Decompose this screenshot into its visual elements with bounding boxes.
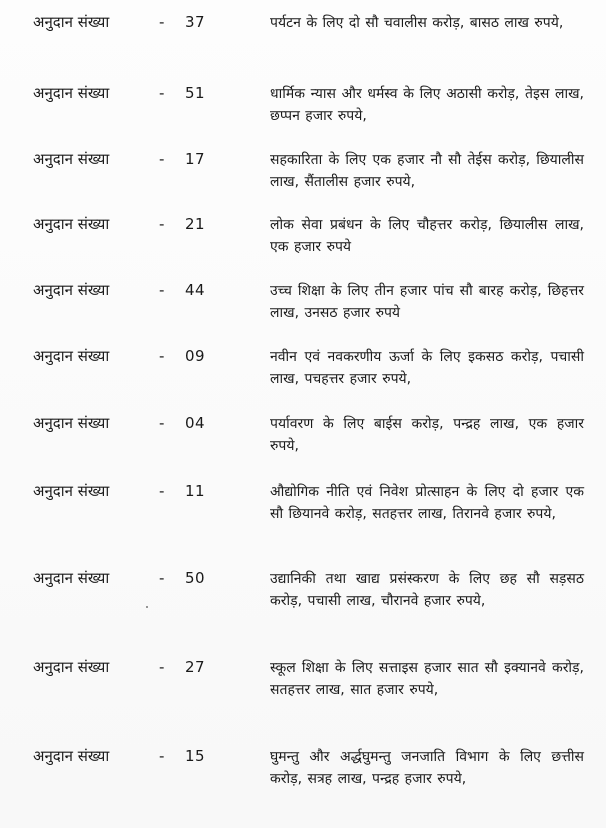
grant-number: 21	[185, 215, 206, 233]
scan-speck	[146, 606, 148, 608]
grant-description: लोक सेवा प्रबंधन के लिए चौहत्तर करोड़, छियालीस लाख, एक हजार रुपये	[270, 217, 584, 255]
grant-label: अनुदान संख्या	[33, 281, 110, 299]
grant-dash: -	[159, 482, 165, 500]
grant-label: अनुदान संख्या	[33, 569, 110, 587]
grant-label: अनुदान संख्या	[33, 347, 110, 365]
grant-description: धार्मिक न्यास और धर्मस्व के लिए अठासी करोड़, तेइस लाख, छप्पन हजार रुपये,	[270, 86, 584, 124]
grant-dash: -	[159, 569, 165, 587]
grant-number: 51	[185, 84, 206, 102]
grant-description: पर्यटन के लिए दो सौ चवालीस करोड़, बासठ लाख रुपये,	[270, 15, 564, 31]
grant-number: 17	[185, 150, 206, 168]
grant-label: अनुदान संख्या	[33, 150, 110, 168]
grant-number: 37	[185, 13, 206, 31]
grant-dash: -	[159, 13, 165, 31]
grant-dash: -	[159, 150, 165, 168]
grant-dash: -	[159, 347, 165, 365]
grant-label: अनुदान संख्या	[33, 13, 110, 31]
grant-label: अनुदान संख्या	[33, 658, 110, 676]
grant-number: 09	[185, 347, 206, 365]
grant-description: नवीन एवं नवकरणीय ऊर्जा के लिए इकसठ करोड़, पचासी लाख, पचहत्तर हजार रुपये,	[270, 349, 584, 387]
grant-label: अनुदान संख्या	[33, 414, 110, 432]
grant-description: घुमन्तु और अर्द्धघुमन्तु जनजाति विभाग के लिए छत्तीस करोड़, सत्रह लाख, पन्द्रह हजार रुपये,	[270, 749, 584, 787]
grant-dash: -	[159, 215, 165, 233]
grant-dash: -	[159, 84, 165, 102]
grant-label: अनुदान संख्या	[33, 215, 110, 233]
grant-description: स्कूल शिक्षा के लिए सत्ताइस हजार सात सौ इक्यानवे करोड़, सतहत्तर लाख, सात हजार रुपये,	[270, 660, 584, 698]
grant-label: अनुदान संख्या	[33, 747, 110, 765]
grant-dash: -	[159, 414, 165, 432]
grant-number: 27	[185, 658, 206, 676]
grant-dash: -	[159, 658, 165, 676]
grant-description: पर्यावरण के लिए बाईस करोड़, पन्द्रह लाख, एक हजार रुपये,	[270, 416, 584, 454]
grant-dash: -	[159, 281, 165, 299]
grant-number: 04	[185, 414, 206, 432]
grant-number: 50	[185, 569, 206, 587]
grant-number: 11	[185, 482, 206, 500]
grant-description: औद्योगिक नीति एवं निवेश प्रोत्साहन के लिए दो हजार एक सौ छियानवे करोड़, सतहत्तर लाख, तिरानवे हजार रुपये,	[270, 484, 584, 522]
grant-description: उद्यानिकी तथा खाद्य प्रसंस्करण के लिए छह सौ सड़सठ करोड़, पचासी लाख, चौरानवे हजार रुपये,	[270, 571, 584, 609]
grant-label: अनुदान संख्या	[33, 482, 110, 500]
grant-dash: -	[159, 747, 165, 765]
grant-description: सहकारिता के लिए एक हजार नौ सौ तेईस करोड़, छियालीस लाख, सैंतालीस हजार रुपये,	[270, 152, 584, 190]
grant-description: उच्च शिक्षा के लिए तीन हजार पांच सौ बारह करोड़, छिहत्तर लाख, उनसठ हजार रुपये	[270, 283, 584, 321]
grant-number: 15	[185, 747, 206, 765]
grant-label: अनुदान संख्या	[33, 84, 110, 102]
grant-number: 44	[185, 281, 206, 299]
